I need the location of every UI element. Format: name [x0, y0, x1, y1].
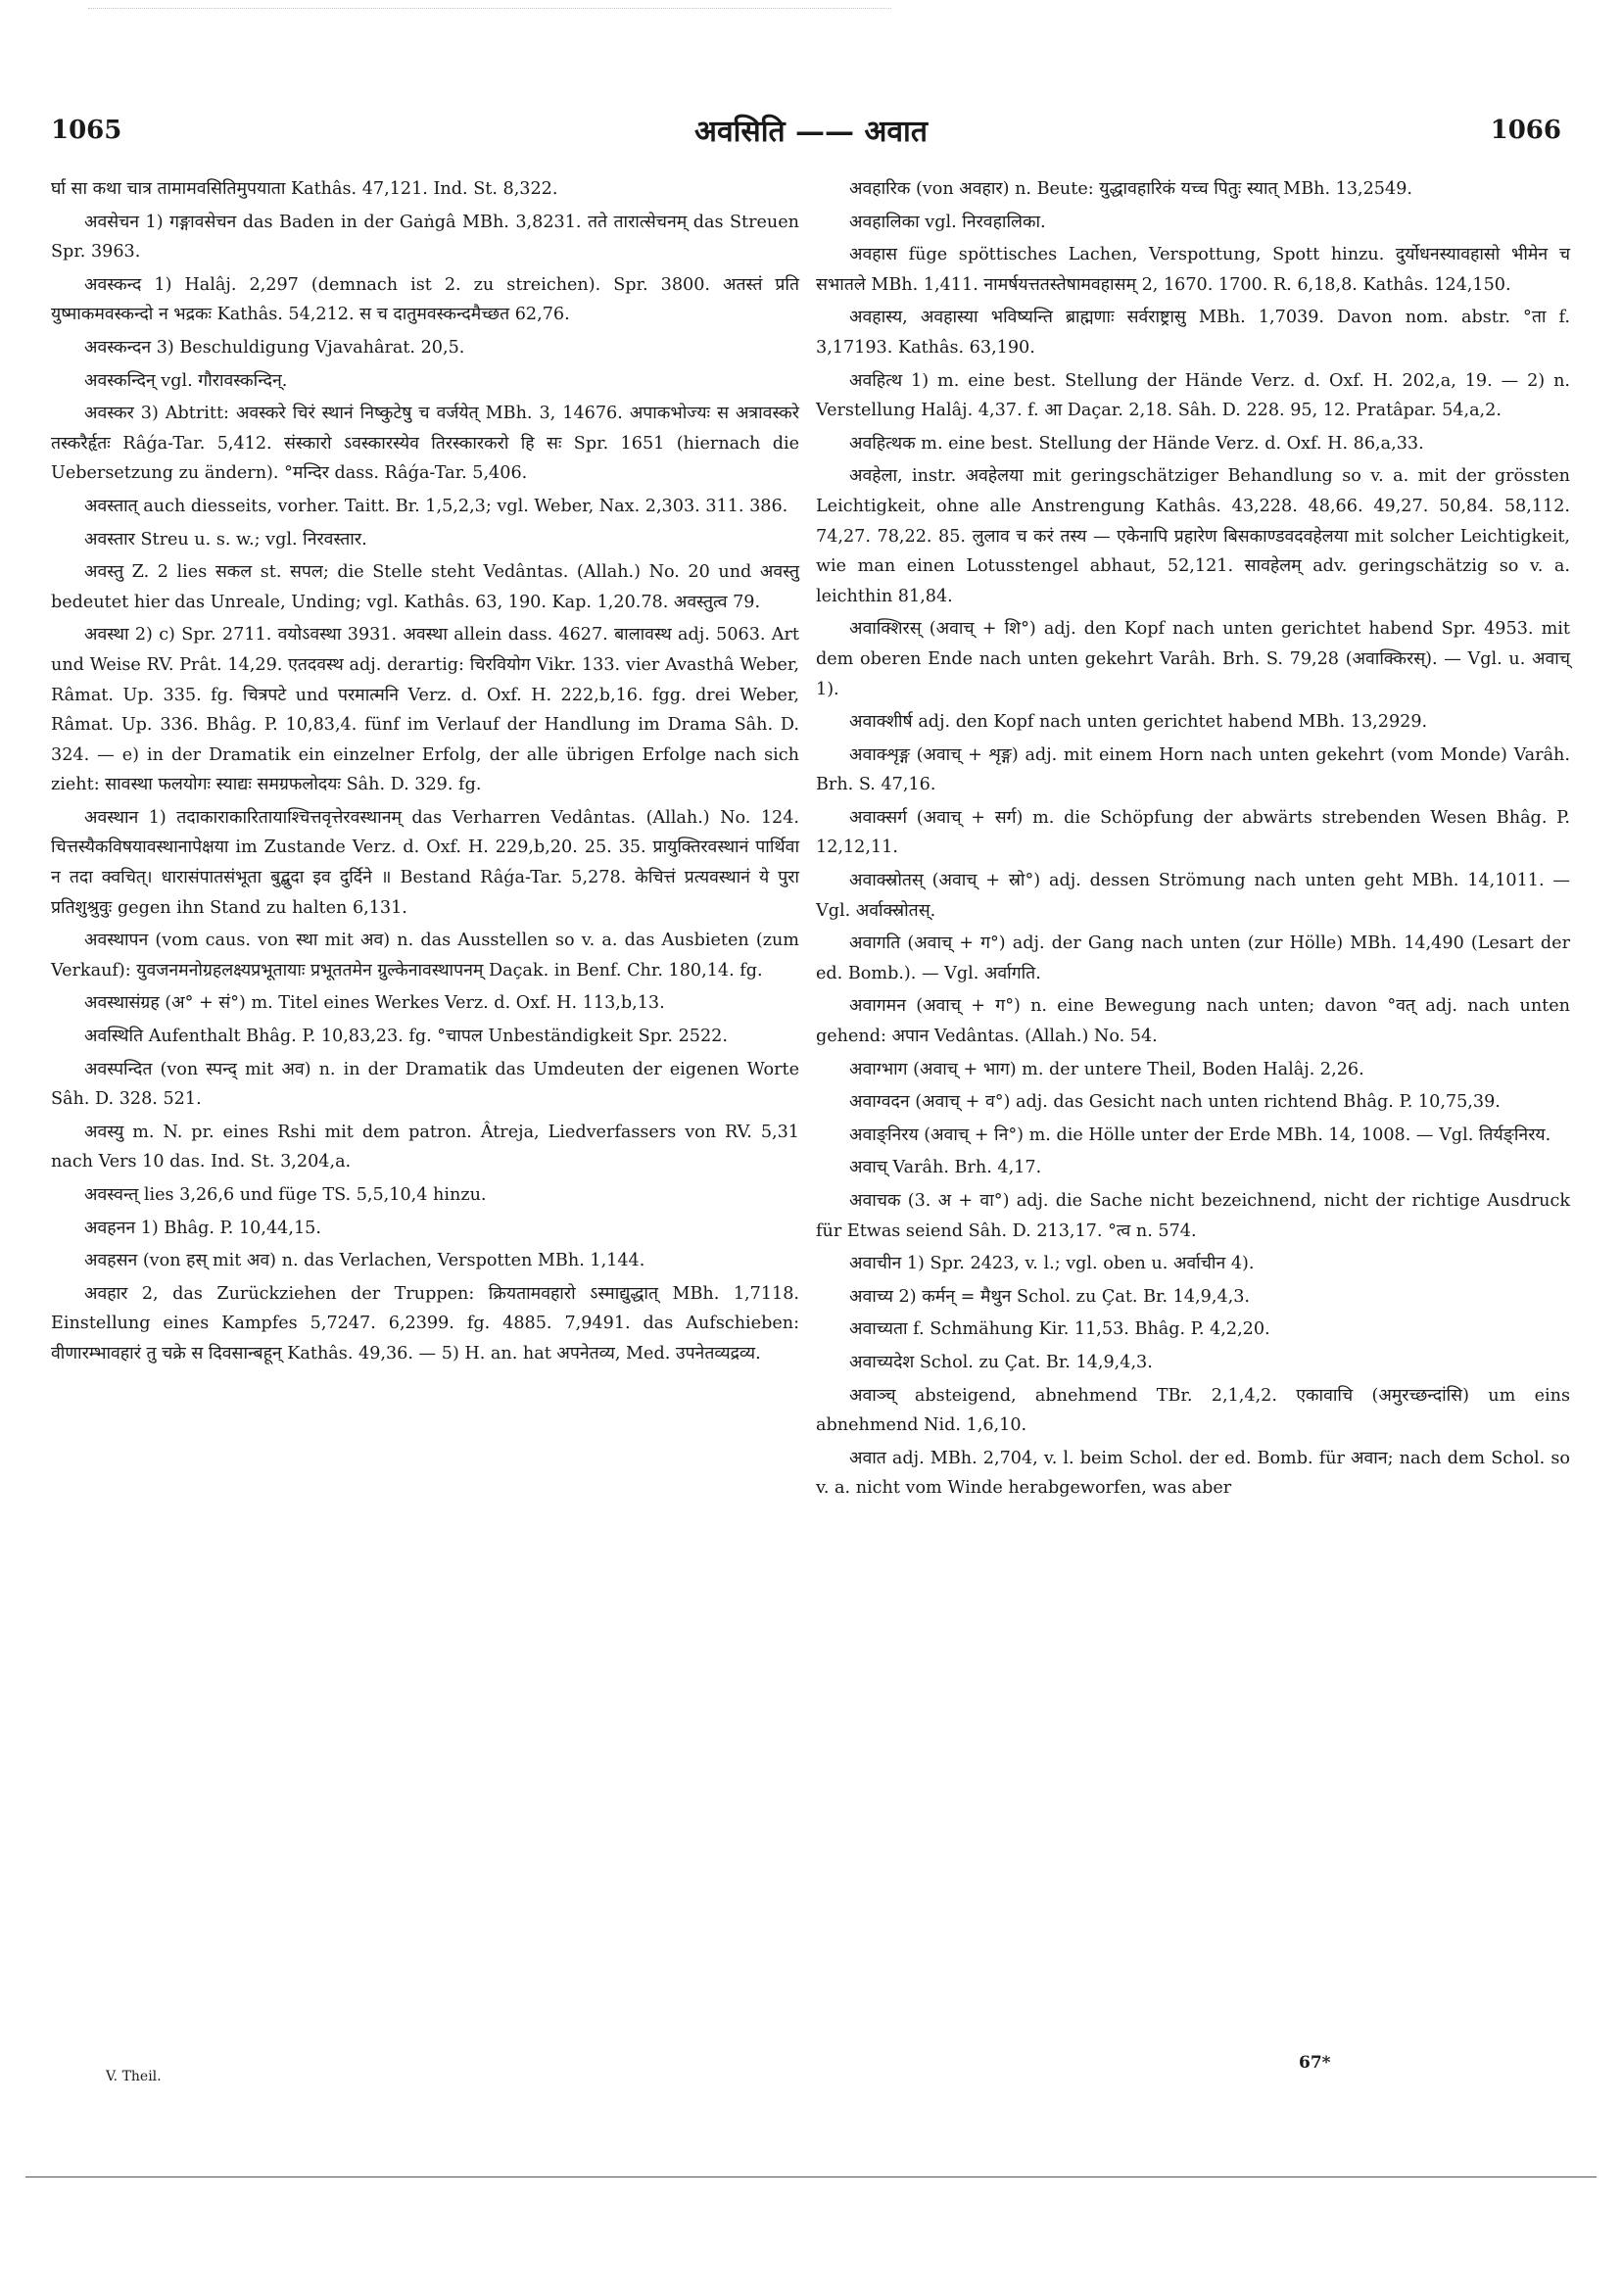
dictionary-entry: अवस्तु Z. 2 lies सकल st. सपल; die Stelle steht Vedântas. (Allah.) No. 20 und अवस्तु bedeutet hier das Unreale, Unding; vgl. Kathâs. 63, 190. Kap. 1,20.78. अवस्तुत्व 79. — [51, 562, 799, 612]
dictionary-entry: अवहालिका vgl. निरवहालिका. — [849, 212, 1046, 232]
left-column — [51, 174, 799, 1369]
dictionary-entry: अवसेचन 1) गङ्गावसेचन das Baden in der Gaṅgâ MBh. 3,8231. तते तारात्सेचनम् das Streuen Spr. 3963. — [51, 212, 799, 263]
dictionary-entry: अवहार 2, das Zurückziehen der Truppen: क्रियतामवहारो ऽस्माद्युद्धात् MBh. 1,7118. Einstellung eines Kampfes 5,7247. 6,2399. fg. 4885. 7,9491. das Aufschieben: वीणारम्भावहारं तु चक्रे स दिवसान्बहून् Kathâs. 49,36. — 5) H. an. hat अपनेतव्य, Med. उपनेतव्यद्रव्य. — [51, 1283, 799, 1363]
dictionary-entry: अवस्यु m. N. pr. eines Rshi mit dem patron. Âtreja, Liedverfassers von RV. 5,31 nach Vers 10 das. Ind. St. 3,204,a. — [51, 1122, 799, 1172]
dictionary-entry: अवस्वन्त् lies 3,26,6 und füge TS. 5,5,10,4 hinzu. — [84, 1185, 487, 1205]
dictionary-entry: अवस्तार Streu u. s. w.; vgl. निरवस्तार. — [84, 529, 367, 550]
dictionary-entry: अवस्थासंग्रह (अ° + सं°) m. Titel eines Werkes Verz. d. Oxf. H. 113,b,13. — [84, 993, 665, 1014]
dictionary-entry: अवाक्शृङ्ग (अवाच् + शृङ्ग) adj. mit einem Horn nach unten gekehrt (vom Monde) Varâh. Brh. S. 47,16. — [816, 744, 1570, 795]
dictionary-entry: अवस्थापन (vom caus. von स्था mit अव) n. das Ausstellen so v. a. das Ausbieten (zum Verkauf): युवजनमनोग्रहलक्ष्यप्रभूतायाः प्रभूततमेन ग्रुल्केनावस्थापनम् Daçak. in Benf. Chr. 180,14. fg. — [51, 931, 799, 981]
dictionary-entry: अवाक्शिरस् (अवाच् + शि°) adj. den Kopf nach unten gerichtet habend Spr. 4953. mit dem oberen Ende nach unten gekehrt Varâh. Brh. S. 79,28 (अवाक्किरस्). — Vgl. u. अवाच् 1). — [816, 619, 1570, 699]
dictionary-entry: अवहसन (von हस् mit अव) n. das Verlachen, Verspotten MBh. 1,144. — [84, 1251, 645, 1271]
dictionary-entry: अवस्पन्दित (von स्पन्द् mit अव) n. in der Dramatik das Umdeuten der eigenen Worte Sâh. D. 328. 521. — [51, 1059, 799, 1110]
dictionary-entry: अवहित्थ 1) m. eine best. Stellung der Hände Verz. d. Oxf. H. 202,a, 19. — 2) n. Verstellung Halâj. 4,37. f. आ Daçar. 2,18. Sâh. D. 228. 95, 12. Pratâpar. 54,a,2. — [816, 370, 1570, 421]
dictionary-entry: अवाग्वदन (अवाच् + व°) adj. das Gesicht nach unten richtend Bhâg. P. 10,75,39. — [849, 1092, 1501, 1113]
dictionary-entry: अवस्कन्दिन् vgl. गौरावस्कन्दिन्. — [84, 370, 288, 391]
bottom-rule — [25, 2176, 1597, 2177]
signature-mark: V. Theil. — [106, 2069, 162, 2084]
dictionary-entry: अवहारिक (von अवहार) n. Beute: युद्धावहारिकं यच्च पितुः स्यात् MBh. 13,2549. — [849, 179, 1412, 199]
dictionary-entry: अवाचीन 1) Spr. 2423, v. l.; vgl. oben u. अर्वाचीन 4). — [849, 1254, 1255, 1274]
dictionary-entry: अवाञ्च् absteigend, abnehmend TBr. 2,1,4,2. एकावाचि (अमुरच्छन्दांसि) um eins abnehmend Nid. 1,6,10. — [816, 1385, 1570, 1436]
dictionary-entry: अवाच् Varâh. Brh. 4,17. — [849, 1158, 1042, 1178]
dictionary-entry: र्घा सा कथा चात्र तामामवसितिमुपयाता Kathâs. 47,121. Ind. St. 8,322. — [51, 179, 558, 199]
dictionary-entry: अवहित्थक m. eine best. Stellung der Hände Verz. d. Oxf. H. 86,a,33. — [849, 433, 1424, 454]
dictionary-entry: अवहेला, instr. अवहेलया mit geringschätziger Behandlung so v. a. mit der grössten Leichtigkeit, ohne alle Anstrengung Kathâs. 43,228. 48,66. 49,27. 50,84. 58,112. 74,27. 78,22. 85. लुलाव च करं तस्य — एकेनापि प्रहारेण बिसकाण्डवदवहेलया mit solcher Leichtigkeit, wie man einen Lotusstengel abhaut, 52,121. सावहेलम् adv. geringschätzig so v. a. leichthin 81,84. — [816, 466, 1570, 606]
page-number-left: 1065 — [51, 116, 122, 145]
dictionary-entry: अवाक्सर्ग (अवाच् + सर्ग) m. die Schöpfung der abwärts strebenden Wesen Bhâg. P. 12,12,11. — [816, 807, 1570, 858]
dictionary-entry: अवाक्शीर्ष adj. den Kopf nach unten gerichtet habend MBh. 13,2929. — [849, 712, 1428, 733]
dictionary-entry: अवस्थान 1) तदाकाराकारितायाश्चित्तवृत्तेरवस्थानम् das Verharren Vedântas. (Allah.) No. 124. चित्तस्यैकविषयावस्थानापेक्षया im Zustande Verz. d. Oxf. H. 229,b,20. 25. 35. प्रायुक्तिरवस्थानं पार्थिवा न तदा क्वचित्। धारासंपातसंभूता बुद्बुदा इव दुर्दिने ॥ Bestand Râǵa-Tar. 5,278. केचित्तं प्रत्यवस्थानं ये पुरा प्रतिशुश्रुवुः gegen ihn Stand zu halten 6,131. — [51, 807, 799, 918]
dictionary-entry: अवाच्यदेश Schol. zu Çat. Br. 14,9,4,3. — [849, 1352, 1153, 1372]
dictionary-entry: अवाच्यता f. Schmähung Kir. 11,53. Bhâg. P. 4,2,20. — [849, 1319, 1270, 1340]
dictionary-entry: अवस्कन्दन 3) Beschuldigung Vjavahârat. 20,5. — [84, 337, 465, 358]
dictionary-entry: अवाक्स्रोतस् (अवाच् + स्रो°) adj. dessen Strömung nach unten geht MBh. 14,1011. — Vgl. अर्वाक्स्रोतस्. — [816, 871, 1570, 921]
dictionary-entry: अवात adj. MBh. 2,704, v. l. beim Schol. der ed. Bomb. für अवान; nach dem Schol. so v. a. nicht vom Winde herabgeworfen, was aber — [816, 1448, 1570, 1499]
page-number-right: 1066 — [1490, 116, 1561, 145]
dictionary-entry: अवाग्भाग (अवाच् + भाग) m. der untere Theil, Boden Halâj. 2,26. — [849, 1059, 1364, 1079]
dictionary-entry: अवागमन (अवाच् + ग°) n. eine Bewegung nach unten; davon °वत् adj. nach unten gehend: अपान Vedântas. (Allah.) No. 54. — [816, 996, 1570, 1047]
dictionary-entry: अवहास füge spöttisches Lachen, Verspottung, Spott hinzu. दुर्योधनस्यावहासो भीमेन च सभातले MBh. 1,411. नामर्षयत्ततस्तेषामवहासम् 2, 1670. 1700. R. 6,18,8. Kathâs. 124,150. — [816, 245, 1570, 295]
dictionary-entry: अवस्कर 3) Abtritt: अवस्करे चिरं स्थानं निष्कुटेषु च वर्जयेत् MBh. 3, 14676. अपाकभोज्यः स अत्रावस्करे तस्करैर्हृतः Râǵa-Tar. 5,412. संस्कारो ऽवस्कारस्येव तिरस्कारकरो हि सः Spr. 1651 (hiernach die Uebersetzung zu ändern). °मन्दिर dass. Râǵa-Tar. 5,406. — [51, 404, 799, 484]
dictionary-entry: अवाङ्निरय (अवाच् + नि°) m. die Hölle unter der Erde MBh. 14, 1008. — Vgl. तिर्यङ्निरय. — [849, 1124, 1551, 1145]
dictionary-entry: अवहनन 1) Bhâg. P. 10,44,15. — [84, 1218, 321, 1238]
dictionary-entry: अवस्था 2) c) Spr. 2711. वयोऽवस्था 3931. अवस्था allein dass. 4627. बालावस्थ adj. 5063. Art und Weise RV. Prât. 14,29. एतदवस्थ adj. derartig: चिरवियोग Vikr. 133. vier Avasthâ Weber, Râmat. Up. 335. fg. चित्रपटे und परमात्मनि Verz. d. Oxf. H. 222,b,16. fgg. drei Weber, Râmat. Up. 336. Bhâg. P. 10,83,4. fünf im Verlauf der Handlung im Drama Sâh. D. 324. — e) in der Dramatik ein einzelner Erfolg, der alle übrigen Erfolge nach sich zieht: सावस्था फलयोगः स्याद्यः समग्रफलोदयः Sâh. D. 329. fg. — [51, 625, 799, 795]
dictionary-entry: अवाच्य 2) कर्मन् = मैथुन Schol. zu Çat. Br. 14,9,4,3. — [849, 1286, 1251, 1307]
dictionary-entry: अवाचक (3. अ + वा°) adj. die Sache nicht bezeichnend, nicht der richtige Ausdruck für Etwas seiend Sâh. D. 213,17. °त्व n. 574. — [816, 1191, 1570, 1241]
dictionary-entry: अवस्थिति Aufenthalt Bhâg. P. 10,83,23. fg. °चापल Unbeständigkeit Spr. 2522. — [84, 1027, 728, 1047]
dictionary-entry: अवागति (अवाच् + ग°) adj. der Gang nach unten (zur Hölle) MBh. 14,490 (Lesart der ed. Bomb.). — Vgl. अर्वागति. — [816, 933, 1570, 983]
scan-speckle — [88, 8, 891, 12]
sheet-number: 67* — [1299, 2053, 1331, 2073]
dictionary-entry: अवस्तात् auch diesseits, vorher. Taitt. Br. 1,5,2,3; vgl. Weber, Nax. 2,303. 311. 386. — [84, 496, 788, 516]
running-head: अवसिति —— अवात — [694, 115, 928, 149]
dictionary-entry: अवहास्य, अवहास्या भविष्यन्ति ब्राह्मणाः सर्वराष्ट्रासु MBh. 1,7039. Davon nom. abstr. °ता f. 3,17193. Kathâs. 63,190. — [816, 308, 1570, 358]
dictionary-entry: अवस्कन्द 1) Halâj. 2,297 (demnach ist 2. zu streichen). Spr. 3800. अतस्तं प्रति युष्माकमवस्कन्दो न भद्रकः Kathâs. 54,212. स च दातुमवस्कन्दमैच्छत 62,76. — [51, 274, 799, 325]
right-column — [816, 174, 1570, 1504]
